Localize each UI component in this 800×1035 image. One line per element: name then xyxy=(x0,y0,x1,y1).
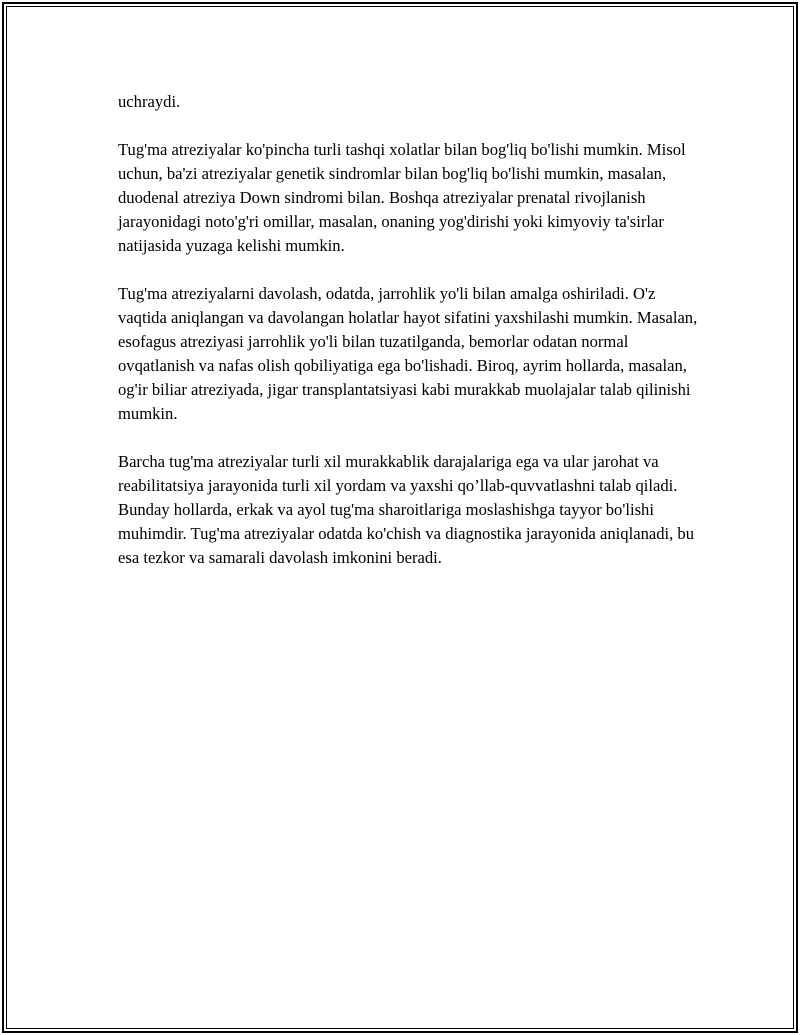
paragraph-causes: Tug'ma atreziyalar ko'pincha turli tashqi xolatlar bilan bog'liq bo'lishi mumkin. Misol uchun, ba'zi atreziyalar genetik sindromlar bilan bog'liq bo'lishi mumkin, masalan, duodenal atreziya Down sindromi bilan. Boshqa atreziyalar prenatal rivojlanish jarayonidagi noto'g'ri omillar, masalan, onaning yog'dirishi yoki kimyoviy ta'sirlar natijasida yuzaga kelishi mumkin. xyxy=(118,140,686,255)
paragraph-rehabilitation: Barcha tug'ma atreziyalar turli xil murakkablik darajalariga ega va ular jarohat va reabilitatsiya jarayonida turli xil yordam va yaxshi qo’llab-quvvatlashni talab qiladi. Bunday hollarda, erkak va ayol tug'ma sharoitlariga moslashishga tayyor bo'lishi muhimdir. Tug'ma atreziyalar odatda ko'chish va diagnostika jarayonida aniqlanadi, bu esa tezkor va samarali davolash imkonini beradi. xyxy=(118,452,695,567)
document-body xyxy=(118,90,698,594)
paragraph-continuation: uchraydi. xyxy=(118,92,181,111)
paragraph-treatment: Tug'ma atreziyalarni davolash, odatda, jarrohlik yo'li bilan amalga oshiriladi. O'z vaqtida aniqlangan va davolangan holatlar hayot sifatini yaxshilashi mumkin. Masalan, esofagus atreziyasi jarrohlik yo'li bilan tuzatilganda, bemorlar odatan normal ovqatlanish va nafas olish qobiliyatiga ega bo'lishadi. Biroq, ayrim hollarda, masalan, og'ir biliar atreziyada, jigar transplantatsiyasi kabi murakkab muolajalar talab qilinishi mumkin. xyxy=(118,284,698,423)
